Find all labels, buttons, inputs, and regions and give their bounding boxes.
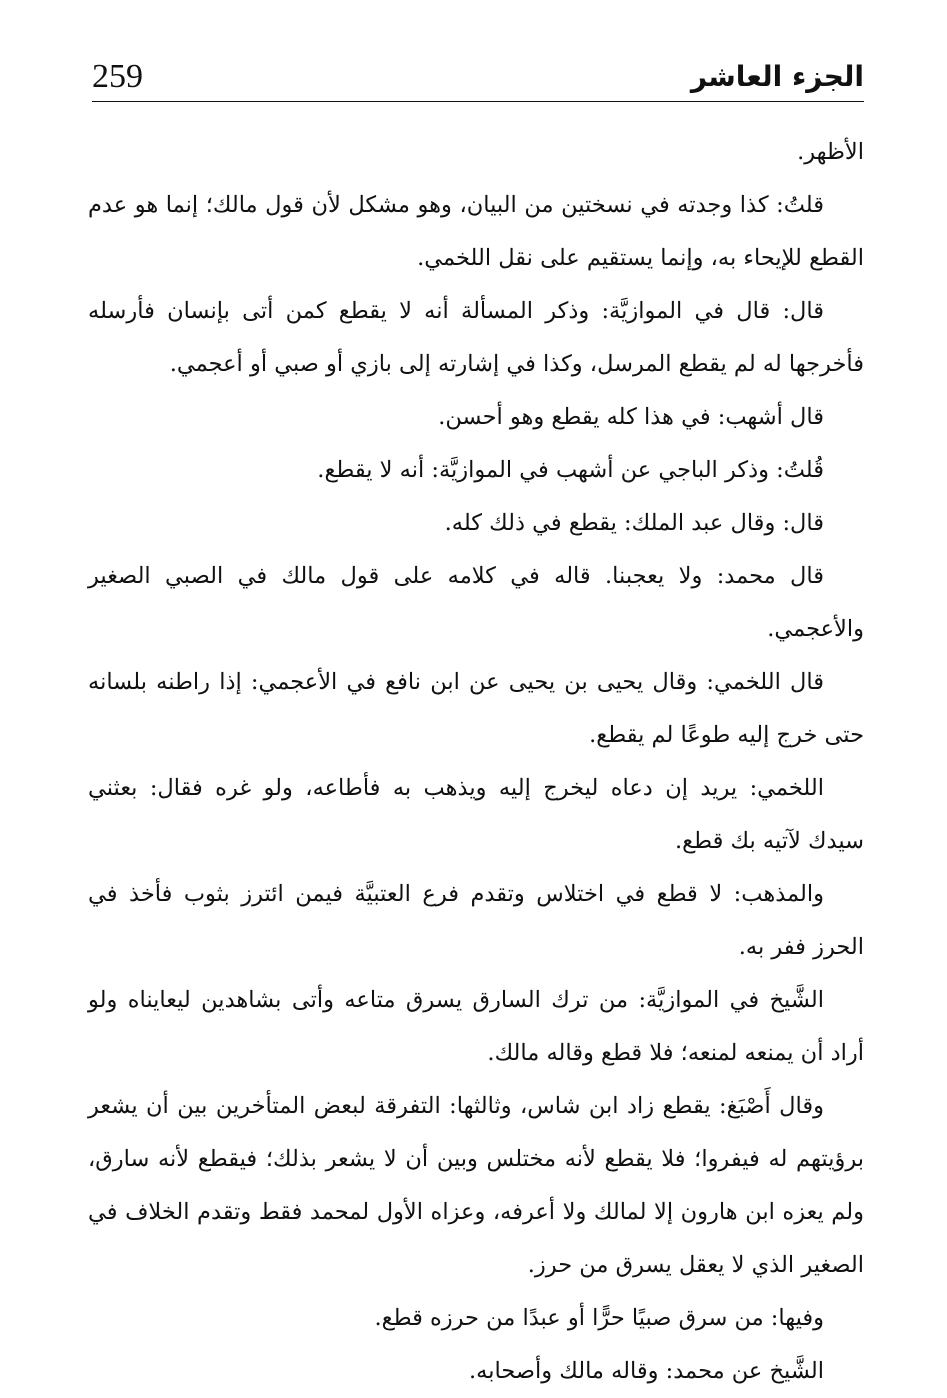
paragraph: الأظهر. (797, 139, 864, 165)
paragraph: وفيها: من سرق صبيًا حرًّا أو عبدًا من حرزه قطع. (374, 1305, 824, 1331)
paragraph: قال: وقال عبد الملك: يقطع في ذلك كله. (444, 510, 824, 536)
paragraph: قلتُ: كذا وجدته في نسختين من البيان، وهو مشكل لأن قول مالك؛ إنما هو عدم القطع للإيحاء به، وإنما يستقيم على نقل اللخمي. (88, 192, 864, 271)
paragraph: قال اللخمي: وقال يحيى بن يحيى عن ابن نافع في الأعجمي: إذا راطنه بلسانه حتى خرج إليه طوعًا لم يقطع. (88, 669, 864, 748)
header-divider (92, 101, 864, 102)
paragraph: الشَّيخ في الموازيَّة: من ترك السارق يسرق متاعه وأتى بشاهدين ليعايناه ولو أراد أن يمنعه لمنعه؛ فلا قطع وقاله مالك. (88, 987, 864, 1066)
paragraph: قال: قال في الموازيَّة: وذكر المسألة أنه لا يقطع كمن أتى بإنسان فأرسله فأخرجها له لم يقطع المرسل، وكذا في إشارته إلى بازي أو صبي أو أعجمي. (88, 298, 864, 377)
body-text (88, 126, 864, 1398)
paragraph: اللخمي: يريد إن دعاه ليخرج إليه ويذهب به فأطاعه، ولو غره فقال: بعثني سيدك لآتيه بك قطع. (88, 775, 864, 854)
paragraph: والمذهب: لا قطع في اختلاس وتقدم فرع العتبيَّة فيمن ائترز بثوب فأخذ في الحرز ففر به. (88, 881, 864, 960)
paragraph: وقال أَصْبَغ: يقطع زاد ابن شاس، وثالثها: التفرقة لبعض المتأخرين بين أن يشعر برؤيتهم له فيفروا؛ فلا يقطع لأنه مختلس وبين أن لا يشعر بذلك؛ فيقطع لأنه سارق، ولم يعزه ابن هارون إلا لمالك ولا أعرفه، وعزاه الأول لمحمد فقط وتقدم الخلاف في الصغير الذي لا يعقل يسرق من حرز. (88, 1093, 864, 1278)
running-title: الجزء العاشر (690, 60, 864, 93)
page-header (92, 58, 864, 98)
paragraph: قال محمد: ولا يعجبنا. قاله في كلامه على قول مالك في الصبي الصغير والأعجمي. (88, 563, 864, 642)
page-number: 259 (92, 58, 143, 95)
paragraph: الشَّيخ عن محمد: وقاله مالك وأصحابه. (469, 1358, 824, 1384)
paragraph: قُلتُ: وذكر الباجي عن أشهب في الموازيَّة: أنه لا يقطع. (317, 457, 824, 483)
paragraph: قال أشهب: في هذا كله يقطع وهو أحسن. (438, 404, 824, 430)
